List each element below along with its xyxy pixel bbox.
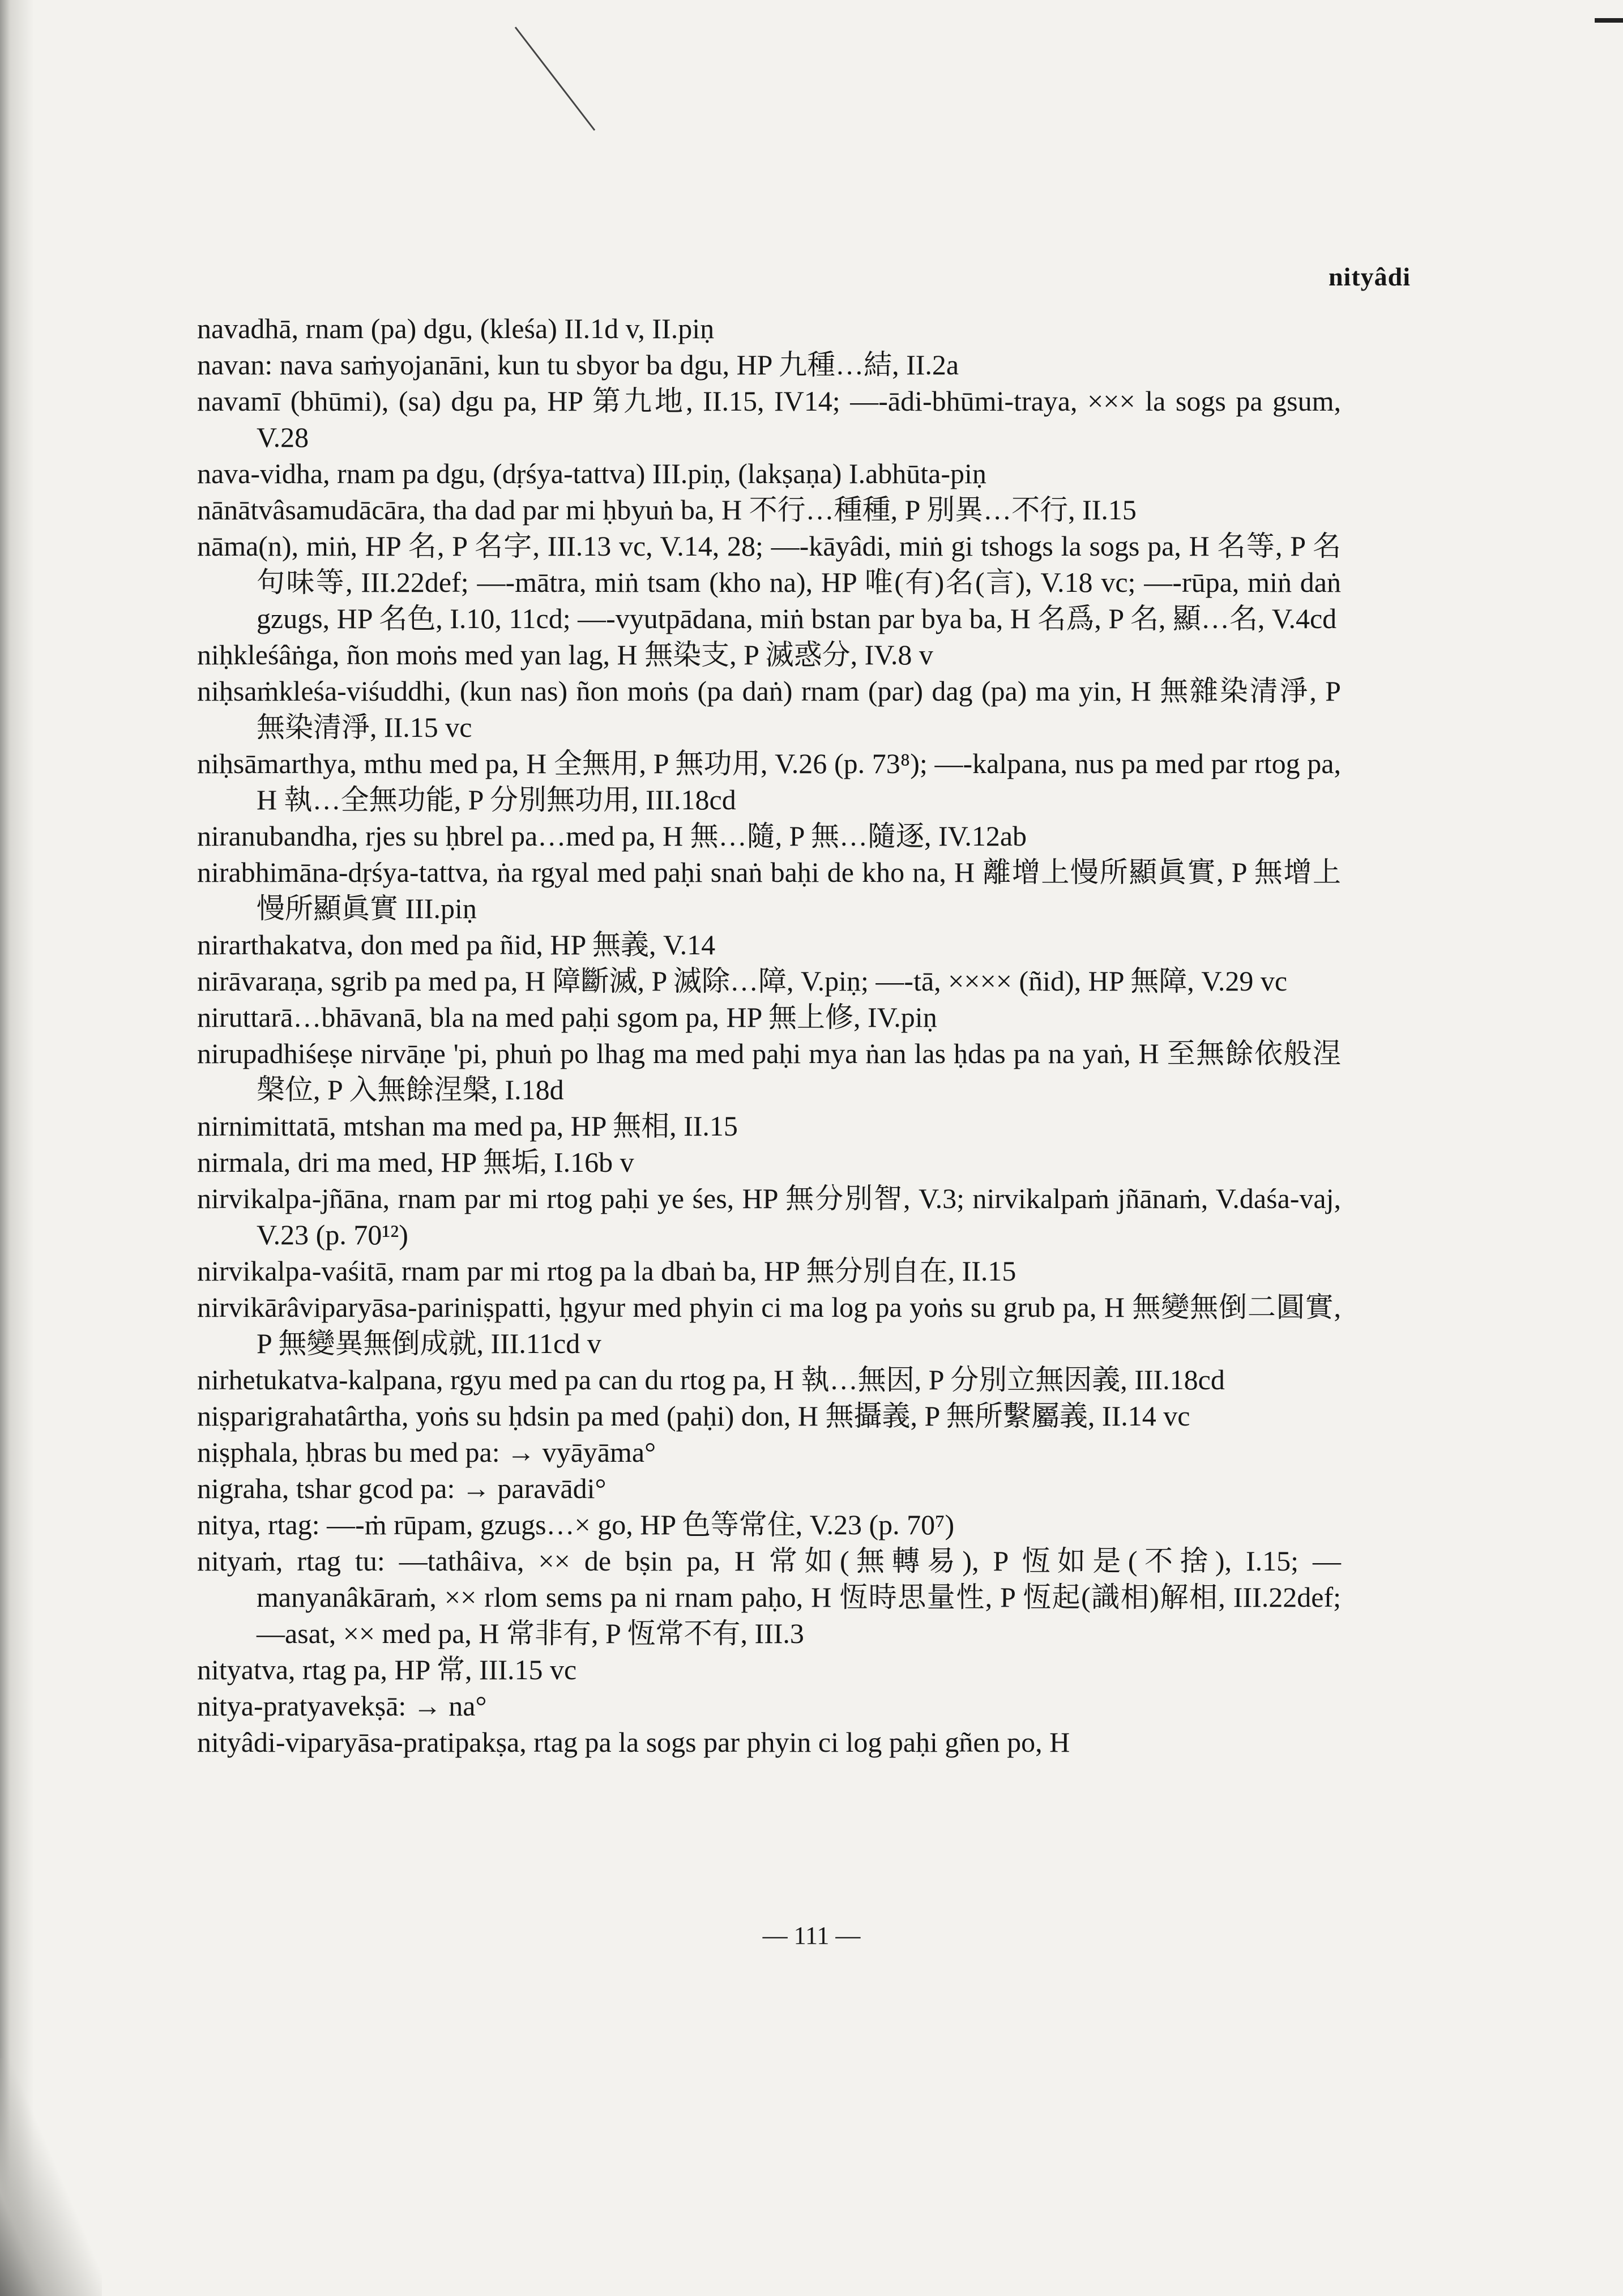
entry: nānātvâsamudācāra, tha dad par mi ḥbyuṅ ba, H 不行…種種, P 別異…不行, II.15 (197, 494, 1137, 526)
entry: nāma(n), miṅ, HP 名, P 名字, III.13 vc, V.14, 28; —-kāyâdi, miṅ gi tshogs la sogs pa, H 名等, P 名句味等, III.22def; —-mātra, miṅ tsam (kho na), HP 唯(有)名(言), V.18 vc; —-rūpa, miṅ daṅ gzugs, HP 名色, I.10, 11cd; —-vyutpādana, miṅ bstan par bya ba, H 名爲, P 名, 顯…名, V.4cd (197, 530, 1341, 634)
entry: nirāvaraṇa, sgrib pa med pa, H 障斷滅, P 滅除…障, V.piṇ; —-tā, ×××× (ñid), HP 無障, V.29 vc (197, 965, 1288, 997)
entry: niṣparigrahatârtha, yoṅs su ḥdsin pa med (paḥi) don, H 無攝義, P 無所繫屬義, II.14 vc (197, 1400, 1190, 1432)
entry: nityatva, rtag pa, HP 常, III.15 vc (197, 1654, 577, 1685)
entry: niṣphala, ḥbras bu med pa: → vyāyāma° (197, 1436, 656, 1468)
running-head: nityâdi (1328, 262, 1411, 291)
page-number: — 111 — (762, 1922, 861, 1949)
entry: nirnimittatā, mtshan ma med pa, HP 無相, II.15 (197, 1110, 738, 1142)
entry: navamī (bhūmi), (sa) dgu pa, HP 第九地, II.15, IV14; —-ādi-bhūmi-traya, ××× la sogs pa gsum, V.28 (197, 385, 1341, 453)
entry: nirarthakatva, don med pa ñid, HP 無義, V.14 (197, 929, 716, 961)
entry: niḥsaṁkleśa-viśuddhi, (kun nas) ñon moṅs (pa daṅ) rnam (par) dag (pa) ma yin, H 無雜染清淨, P 無染清淨, II.15 vc (197, 675, 1341, 743)
entry: navan: nava saṁyojanāni, kun tu sbyor ba dgu, HP 九種…結, II.2a (197, 349, 959, 381)
entry: nitya, rtag: —-ṁ rūpam, gzugs…× go, HP 色等常住, V.23 (p. 70⁷) (197, 1509, 955, 1540)
entry: nirvikalpa-vaśitā, rnam par mi rtog pa la dbaṅ ba, HP 無分別自在, II.15 (197, 1255, 1016, 1287)
entry: nirvikārâviparyāsa-pariniṣpatti, ḥgyur med phyin ci ma log pa yoṅs su grub pa, H 無變無倒二圓實, P 無變異無倒成就, III.11cd v (197, 1291, 1341, 1359)
entry: nirvikalpa-jñāna, rnam par mi rtog paḥi ye śes, HP 無分別智, V.3; nirvikalpaṁ jñānaṁ, V.daśa-vaj, V.23 (p. 70¹²) (197, 1183, 1341, 1251)
entry: nirupadhiśeṣe nirvāṇe 'pi, phuṅ po lhag ma med paḥi mya ṅan las ḥdas pa na yaṅ, H 至無餘依般涅槃位, P 入無餘涅槃, I.18d (197, 1038, 1341, 1106)
entry: nirhetukatva-kalpana, rgyu med pa can du rtog pa, H 執…無因, P 分別立無因義, III.18cd (197, 1364, 1225, 1395)
entry: nirmala, dri ma med, HP 無垢, I.16b v (197, 1146, 634, 1178)
entry: nityaṁ, rtag tu: —tathâiva, ×× de bṣin pa, H 常如(無轉易), P 恆如是(不捨), I.15; —manyanâkāraṁ, ×× rlom sems pa ni rnam paḥo, H 恆時思量性, P 恆起(識相)解相, III.22def; —asat, ×× med pa, H 常非有, P 恆常不有, III.3 (197, 1545, 1341, 1649)
entry: nitya-pratyavekṣā: → na° (197, 1690, 487, 1722)
scan-shadow-corner (0, 2058, 102, 2296)
page-header (0, 0, 1623, 295)
dictionary-entries (197, 310, 1341, 1760)
entry: niranubandha, rjes su ḥbrel pa…med pa, H 無…隨, P 無…隨逐, IV.12ab (197, 820, 1027, 852)
entry: nityâdi-viparyāsa-pratipakṣa, rtag pa la sogs par phyin ci log paḥi gñen po, H (197, 1726, 1070, 1758)
entry: niḥkleśâṅga, ñon moṅs med yan lag, H 無染支, P 滅惑分, IV.8 v (197, 639, 933, 671)
entry: navadhā, rnam (pa) dgu, (kleśa) II.1d v, II.piṇ (197, 313, 715, 344)
entry: niruttarā…bhāvanā, bla na med paḥi sgom pa, HP 無上修, IV.piṇ (197, 1001, 937, 1033)
entry: nigraha, tshar gcod pa: → paravādi° (197, 1473, 607, 1504)
entry: nirabhimāna-dṛśya-tattva, ṅa rgyal med paḥi snaṅ baḥi de kho na, H 離增上慢所顯眞實, P 無增上慢所顯眞實 III.piṇ (197, 856, 1341, 924)
scan-shadow-left (0, 0, 34, 2296)
entry: niḥsāmarthya, mthu med pa, H 全無用, P 無功用, V.26 (p. 73⁸); —-kalpana, nus pa med par rtog pa, H 執…全無功能, P 分別無功用, III.18cd (197, 748, 1341, 816)
entry: nava-vidha, rnam pa dgu, (dṛśya-tattva) III.piṇ, (lakṣaṇa) I.abhūta-piṇ (197, 458, 986, 489)
